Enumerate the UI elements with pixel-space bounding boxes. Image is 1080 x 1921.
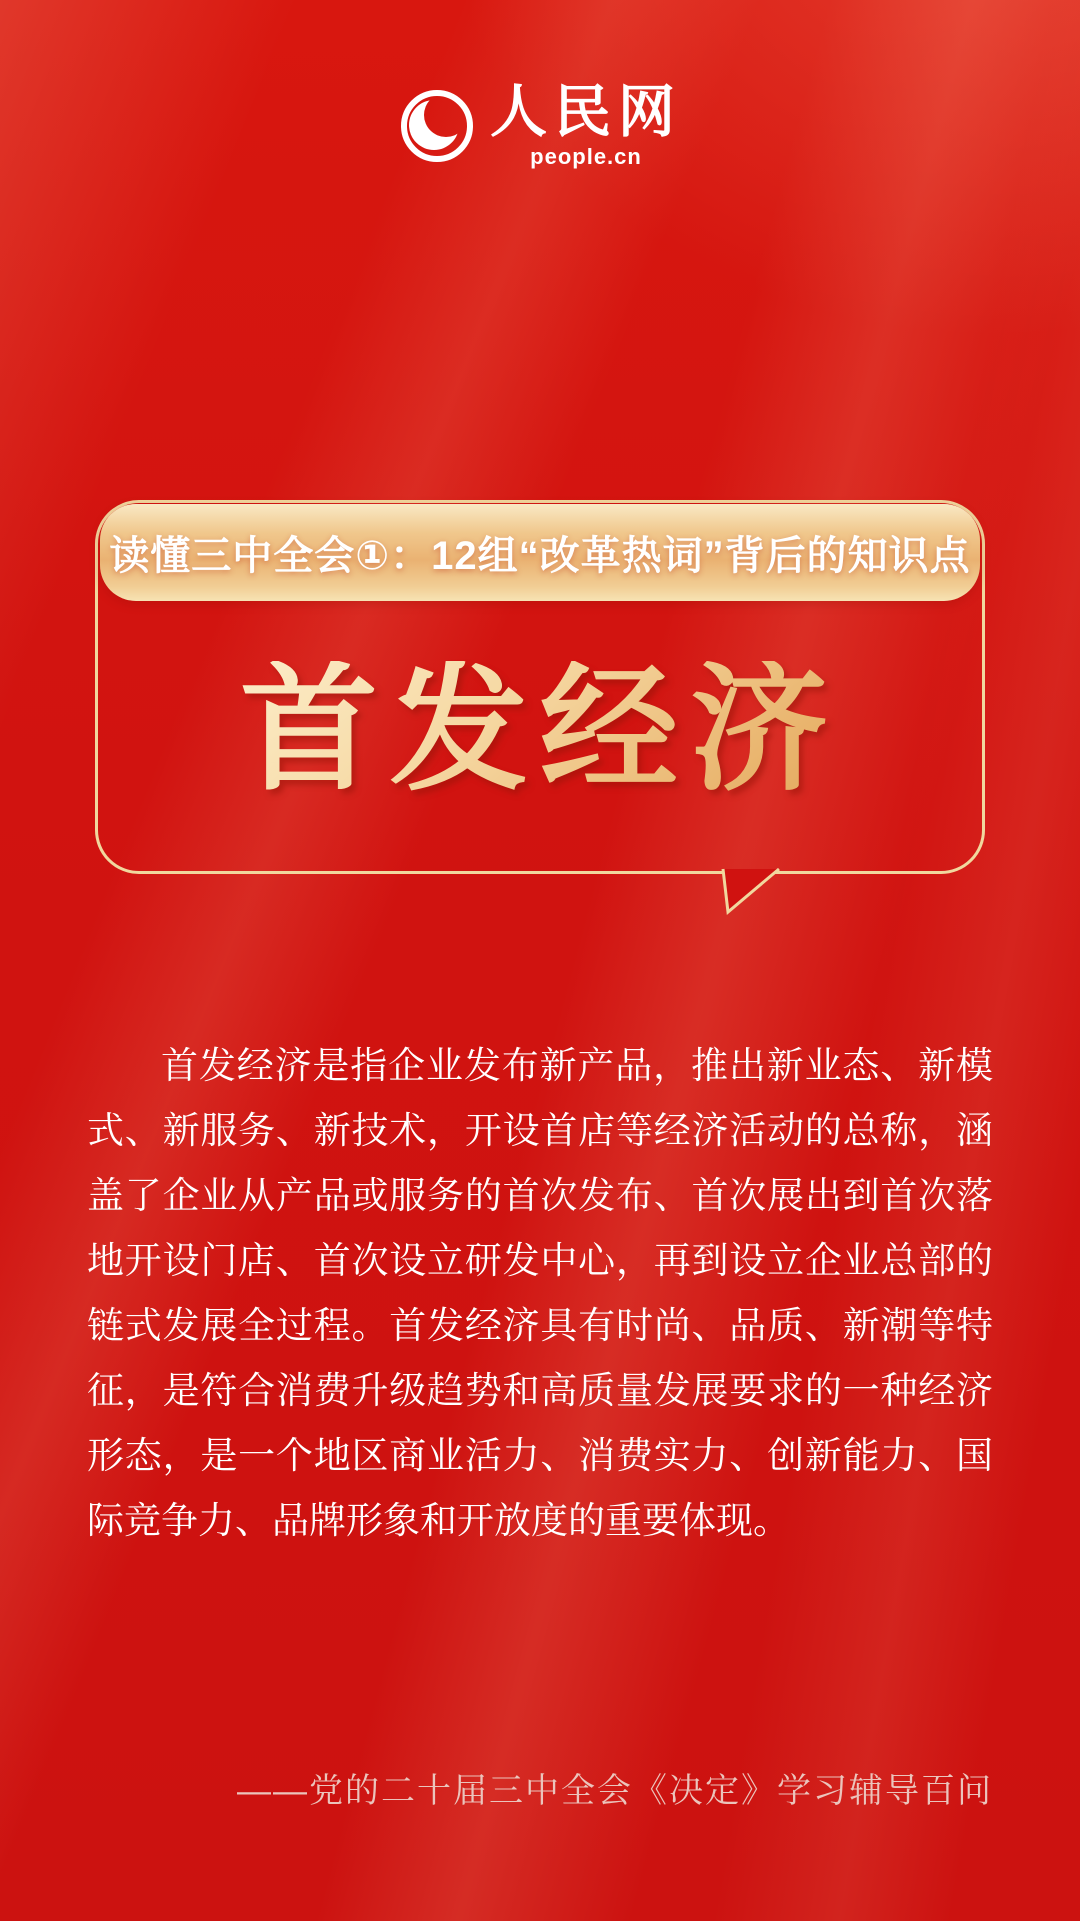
speech-bubble-tail: [721, 868, 833, 916]
series-kicker-text: 读懂三中全会①：12组“改革热词”背后的知识点: [109, 534, 971, 578]
series-kicker-bar: [100, 504, 980, 601]
source-attribution: ——党的二十届三中全会《决定》学习辅导百问: [237, 1772, 993, 1810]
logo-text-block: [490, 80, 682, 169]
logo-cn-name: 人民网: [490, 80, 682, 144]
definition-paragraph: 首发经济是指企业发布新产品，推出新业态、新模式、新服务、新技术，开设首店等经济活动的总称，涵盖了企业从产品或服务的首次发布、首次展出到首次落地开设门店、首次设立研发中心，再到设立企业总部的链式发展全过程。首发经济具有时尚、品质、新潮等特征，是符合消费升级趋势和高质量发展要求的一种经济形态，是一个地区商业活力、消费实力、创新能力、国际竞争力、品牌形象和开放度的重要体现。: [87, 1045, 993, 1541]
people-cn-globe-icon: [398, 87, 476, 165]
speech-bubble: [95, 500, 985, 874]
logo-domain: people.cn: [530, 144, 642, 169]
poster-title: 首发经济: [98, 661, 982, 799]
people-cn-logo: [0, 80, 1080, 169]
